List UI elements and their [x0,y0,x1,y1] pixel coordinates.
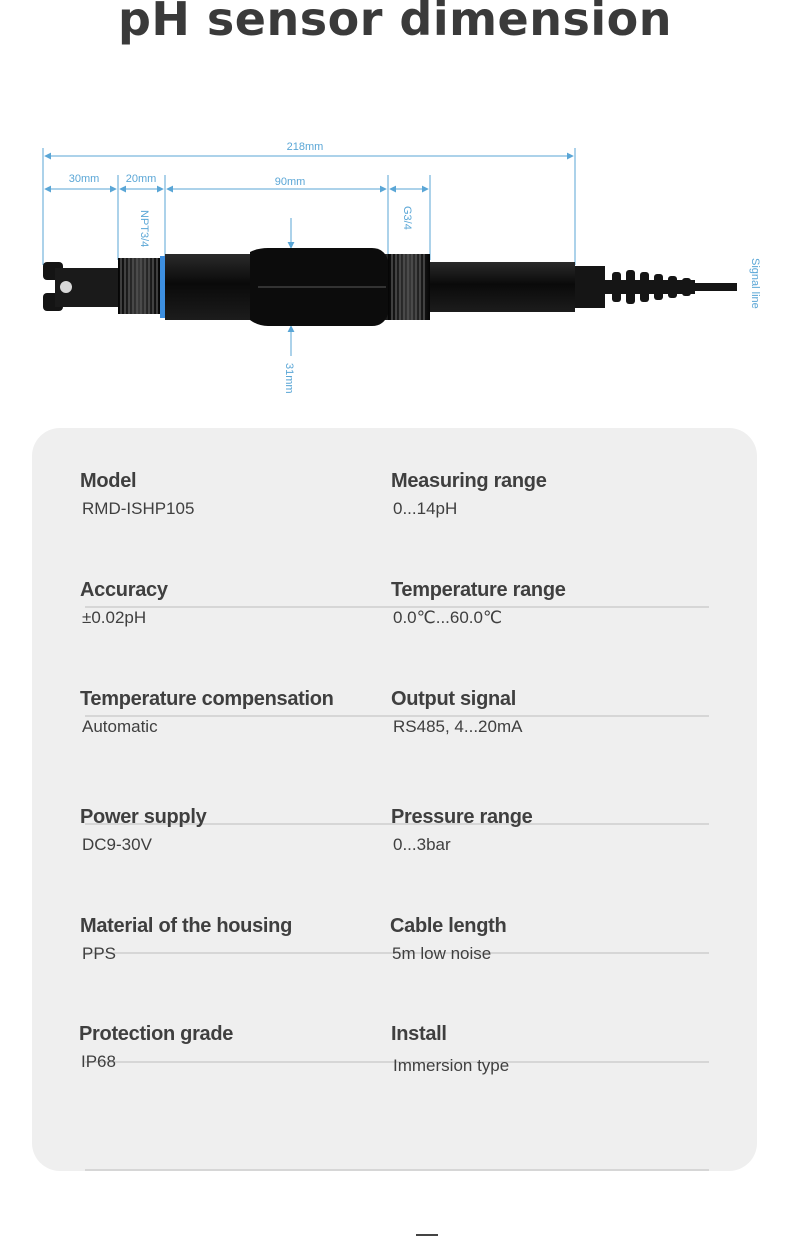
spec-cell [80,686,334,738]
spec-cell [80,468,194,520]
spec-value: Automatic [82,717,158,736]
divider [85,1169,709,1171]
spec-cell [391,804,532,856]
spec-cell [80,577,168,629]
spec-cell [80,804,206,856]
page-title: pH sensor dimension [117,0,673,46]
spec-label: Protection grade [79,1023,234,1045]
spec-label: Output signal [391,688,516,710]
spec-label: Power supply [80,806,207,828]
spec-value: PPS [82,944,117,963]
spec-value: 5m low noise [392,944,492,963]
spec-value: 0.0℃...60.0℃ [393,608,503,627]
dim-seg3-label: 90mm [274,176,306,188]
page-indicator [416,1234,438,1236]
spec-value: ±0.02pH [82,608,147,627]
spec-row [80,913,709,1021]
cable-label: Signal line [749,258,761,309]
dim-seg2-label: 20mm [125,173,157,185]
spec-label: Material of the housing [80,915,292,937]
diameter-label: 31mm [283,363,295,394]
spec-label: Pressure range [391,806,533,828]
spec-row [80,577,709,685]
spec-row [80,804,709,912]
spec-cell [79,1021,233,1073]
spec-row [80,686,709,794]
spec-label: Temperature range [391,579,566,601]
thread-right-label: G3/4 [401,206,413,230]
spec-cell [390,913,506,965]
spec-label: Measuring range [391,470,547,492]
spec-label: Model [80,470,137,492]
spec-card [32,428,757,1171]
spec-value: 0...3bar [393,835,451,854]
dim-overall-label: 218mm [286,141,324,153]
spec-value: RMD-ISHP105 [82,499,195,518]
spec-cell [80,913,292,965]
thread-left-label: NPT3/4 [138,210,150,248]
spec-value: Immersion type [393,1056,510,1075]
spec-row [79,1021,709,1129]
sensor-dimension-diagram [0,130,790,410]
spec-value: 0...14pH [393,499,458,518]
spec-value: RS485, 4...20mA [393,717,523,736]
sensor-body [43,248,737,326]
spec-cell [391,577,566,629]
spec-label: Install [391,1023,447,1045]
extension-lines [43,148,575,265]
spec-label: Cable length [390,915,507,937]
spec-label: Accuracy [80,579,168,601]
spec-cell [391,686,522,738]
spec-value: DC9-30V [82,835,152,854]
spec-label: Temperature compensation [80,688,334,710]
spec-value: IP68 [81,1052,116,1071]
dim-seg1-label: 30mm [68,173,100,185]
spec-row [80,468,709,576]
spec-cell [391,468,547,520]
spec-cell [391,1021,509,1077]
